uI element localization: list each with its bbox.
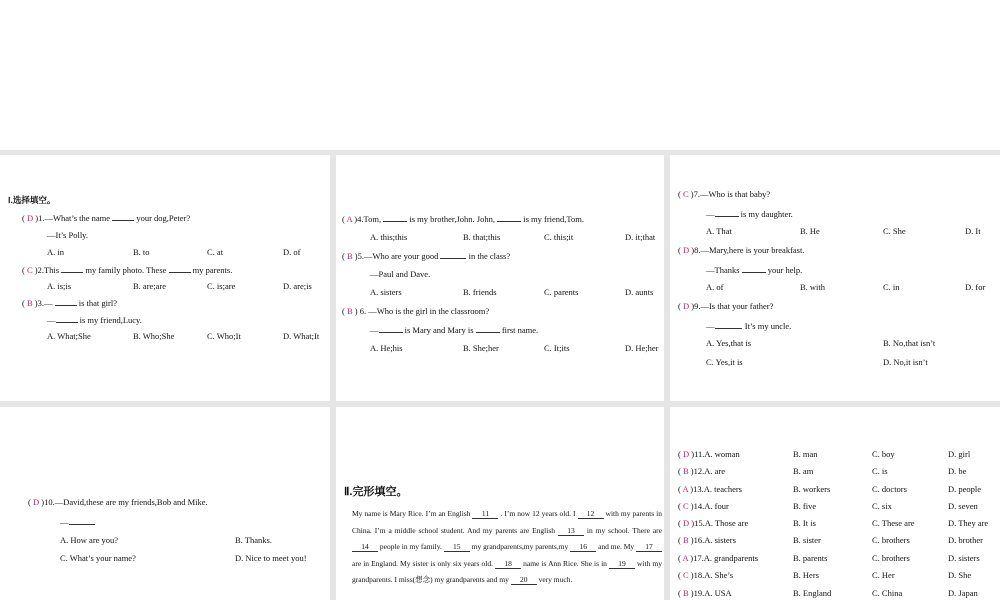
option-b: B. No,that isn’t (883, 338, 936, 348)
option-c: C. doctors (872, 484, 907, 494)
option-a: A. He;his (370, 343, 403, 353)
option-d: D. seven (948, 501, 978, 511)
option-b: B. He (800, 226, 820, 236)
option-c: C. China (872, 588, 903, 598)
question-6: ( B ) 6. —Who is the girl in the classroom? (342, 306, 490, 316)
blank (742, 264, 766, 273)
answer-mark: B (26, 298, 33, 308)
option-c: C. brothers (872, 553, 910, 563)
question-5: ( B )5.—Who are your good in the class? (342, 251, 511, 261)
section-title: Ⅰ.选择填空。 (8, 195, 56, 205)
option-c: C. is (872, 466, 888, 476)
option-a: A. What;She (47, 331, 91, 341)
option-b: B. are;are (133, 281, 167, 291)
option-b: B. sister (793, 535, 821, 545)
answer-mark: C (682, 189, 689, 199)
answer-row-13: ( A )13.A. teachers (678, 484, 742, 494)
option-d: D. sisters (948, 553, 980, 563)
option-a: A. Yes,that is (706, 338, 752, 348)
blank (169, 264, 191, 273)
blank (69, 516, 95, 525)
answer-mark: D (682, 301, 690, 311)
answer-row-14: ( C )14.A. four (678, 501, 729, 511)
option-c: C. parents (544, 287, 579, 297)
option-b: B. to (133, 247, 150, 257)
answer-row-18: ( C )18.A. She’s (678, 570, 734, 580)
blank (383, 213, 407, 222)
cloze-blank: 14 (352, 542, 378, 552)
answer-row-16: ( B )16.A. sisters (678, 535, 736, 545)
option-d: D. No,it isn’t (883, 357, 928, 367)
answer-row-19: ( B )19.A. USA (678, 588, 732, 598)
question-1: ( D )1.—What’s the name your dog,Peter? (22, 213, 191, 223)
blank (55, 297, 77, 306)
blank (56, 314, 78, 323)
option-c: C. Her (872, 570, 895, 580)
top-blank-area (0, 0, 1000, 150)
blank (476, 324, 500, 333)
option-b: B. that;this (463, 232, 501, 242)
reply-line: — is my daughter. (706, 209, 793, 219)
cloze-blank: 20 (511, 575, 537, 585)
option-d: D. brother (948, 535, 983, 545)
blank (715, 208, 739, 217)
option-a: A. is;is (47, 281, 72, 291)
option-c: C. These are (872, 518, 915, 528)
answer-mark: B (346, 306, 353, 316)
answer-mark: A (346, 214, 353, 224)
option-c: C. What’s your name? (60, 553, 136, 563)
blank (379, 324, 403, 333)
option-a: A. That (706, 226, 732, 236)
blank (497, 213, 521, 222)
question-7: ( C )7.—Who is that baby? (678, 189, 771, 199)
option-a: A. sisters (370, 287, 402, 297)
option-c: C. six (872, 501, 892, 511)
cloze-blank: 18 (495, 559, 521, 569)
option-b: B. with (800, 282, 826, 292)
blank (112, 212, 134, 221)
option-b: B. It is (793, 518, 816, 528)
question-8: ( D )8.—Mary,here is your breakfast. (678, 245, 805, 255)
cloze-passage: My name is Mary Rice. I’m an English 11 . I’m now 12 years old. I 12 with my parents in China. I’m a middle school student. And my parents are English 13 in my school. There are 14 people in my family. 15 my grandparents,my parents,my 16 and me. My 17 are in England. My sister is only six years old. 18 name is Ann Rice. She is in 19 with my grandparents. I miss(想念) my grandparents and my 20 very much. (352, 509, 663, 584)
answer-row-17: ( A )17.A. grandparents (678, 553, 759, 563)
option-d: D. It (965, 226, 981, 236)
answer-row-12: ( B )12.A. are (678, 466, 725, 476)
reply-line: —Paul and Dave. (370, 269, 431, 279)
question-2: ( C )2.This my family photo. These my parents. (22, 265, 233, 275)
exercise-panel-1 (0, 155, 330, 401)
option-b: B. Who;She (133, 331, 175, 341)
option-c: C. brothers (872, 535, 910, 545)
option-d: D. of (283, 247, 301, 257)
answer-row-15: ( D )15.A. Those are (678, 518, 749, 528)
answer-row-11: ( D )11.A. woman (678, 449, 740, 459)
cloze-blank: 16 (570, 542, 596, 552)
answer-mark: B (346, 251, 353, 261)
reply-line: — (60, 516, 95, 527)
option-c: C. this;it (544, 232, 574, 242)
blank (715, 320, 741, 329)
option-a: A. of (706, 282, 724, 292)
reply-line: — . It’s my uncle. (706, 321, 792, 331)
answer-mark: D (682, 245, 690, 255)
blank (61, 264, 83, 273)
section-title: Ⅱ.完形填空。 (344, 486, 408, 498)
exercise-panel-5 (336, 407, 664, 600)
reply-line: — is Mary and Mary is first name. (370, 325, 539, 335)
exercise-panel-3 (670, 155, 1000, 401)
cloze-blank: 11 (472, 509, 498, 519)
option-d: D. it;that (625, 232, 656, 242)
exercise-panel-4 (0, 407, 330, 600)
option-c: C. She (883, 226, 906, 236)
option-b: B. Hers (793, 570, 819, 580)
option-d: D. Japan (948, 588, 978, 598)
option-c: C. in (883, 282, 900, 292)
option-b: B. She;her (463, 343, 499, 353)
option-d: D. people (948, 484, 982, 494)
option-b: B. friends (463, 287, 497, 297)
option-b: B. workers (793, 484, 831, 494)
reply-line: — is my friend,Lucy. (47, 315, 142, 325)
option-d: D. for (965, 282, 986, 292)
option-b: B. Thanks. (235, 535, 272, 545)
question-10: ( D )10.—David,these are my friends,Bob and Mike. (28, 497, 208, 507)
cloze-blank: 15 (444, 542, 470, 552)
answer-mark: C (26, 265, 33, 275)
question-9: ( D )9.—Is that your father? (678, 301, 774, 311)
answer-mark: D (26, 213, 34, 223)
reply-line: —Thanks your help. (706, 265, 803, 275)
option-b: B. parents (793, 553, 828, 563)
option-d: D. They are (948, 518, 989, 528)
option-b: B. England (793, 588, 832, 598)
option-c: C. at (207, 247, 224, 257)
option-a: A. How are you? (60, 535, 119, 545)
cloze-blank: 17 (636, 542, 662, 552)
cloze-blank: 12 (578, 509, 604, 519)
option-a: A. in (47, 247, 64, 257)
answer-mark: D (32, 497, 40, 507)
exercise-panel-2 (336, 155, 664, 401)
question-3: ( B )3.— is that girl? (22, 298, 117, 308)
exercise-panel-6 (670, 407, 1000, 600)
option-c: C. boy (872, 449, 895, 459)
cloze-blank: 13 (558, 526, 584, 536)
option-d: D. What;It (283, 331, 320, 341)
option-b: B. am (793, 466, 814, 476)
option-b: B. five (793, 501, 817, 511)
option-d: D. girl (948, 449, 971, 459)
option-d: D. He;her (625, 343, 659, 353)
option-a: A. this;this (370, 232, 408, 242)
option-c: C. Yes,it is (706, 357, 743, 367)
option-d: D. be (948, 466, 967, 476)
option-c: C. It;its (544, 343, 570, 353)
blank (440, 250, 466, 259)
option-d: D. Nice to meet you! (235, 553, 307, 563)
question-4: ( A )4.Tom, is my brother,John. John, is my friend,Tom. (342, 214, 585, 224)
option-d: D. are;is (283, 281, 312, 291)
reply-line: —It’s Polly. (47, 230, 89, 240)
option-d: D. She (948, 570, 972, 580)
option-c: C. is;are (207, 281, 236, 291)
option-d: D. aunts (625, 287, 654, 297)
option-c: C. Who;It (207, 331, 241, 341)
option-b: B. man (793, 449, 818, 459)
cloze-blank: 19 (609, 559, 635, 569)
